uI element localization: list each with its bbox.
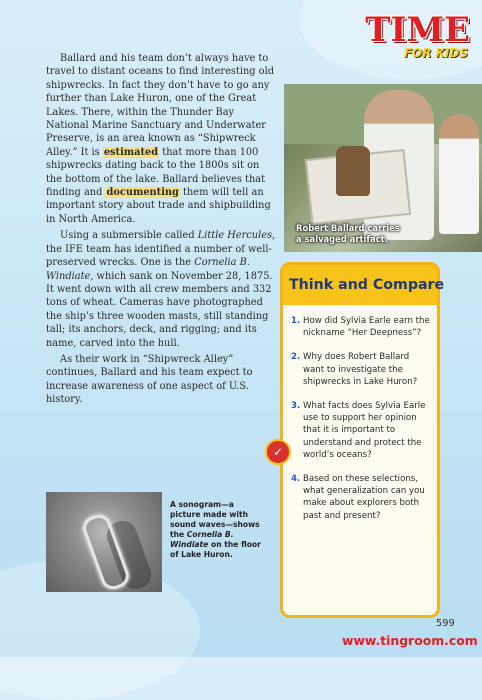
check-badge-icon: ✓: [265, 439, 291, 465]
vocab-highlight-documenting: documenting: [106, 187, 179, 199]
watermark-link[interactable]: www.tingroom.com: [342, 633, 478, 648]
ballard-photo: [284, 84, 482, 252]
question-list: [283, 305, 437, 522]
background-person: [439, 114, 479, 234]
paragraph-2: Using a submersible called Little Hercules, the IFE team has identified a number of well-preserved wrecks. One is the Cornelia B. Windiate, which sank on November 28, 1875. It went down with all crew members and 332 tons of wheat. Cameras have photographed the ship’s three wooden masts, still standing tall; its anchors, deck, and rigging; and its name, carved into the hull.: [46, 230, 276, 349]
question-item: 2. Why does Robert Ballard want to investigate the shipwrecks in Lake Huron?: [291, 352, 418, 387]
think-and-compare-title: Think and Compare: [289, 277, 445, 293]
question-item: 1. How did Sylvia Earle earn the nickname “Her Deepness”?: [291, 316, 430, 339]
sonogram-image: [46, 492, 162, 592]
photo-caption: Robert Ballard carries a salvaged artifact.: [296, 223, 400, 244]
think-and-compare-header: [283, 265, 445, 305]
logo-for-kids-text: FOR KIDS: [403, 46, 468, 60]
question-item: 4. Based on these selections, what generalization can you make about explorers both past and present?: [291, 474, 425, 521]
think-and-compare-box: [280, 262, 445, 618]
time-for-kids-logo: [356, 10, 476, 66]
question-item: 3. What facts does Sylvia Earle use to support her opinion that it is important to understand and protect the world’s oceans?: [291, 401, 426, 460]
paragraph-1: Ballard and his team don’t always have to travel to distant oceans to find interesting old shipwrecks. In fact they don’t have to go any further than Lake Huron, one of the Great Lakes. There, within the Thunder Bay National Marine Sanctuary and Underwater Preserve, is an area known as “Shipwreck Alley.” It is estimated that more than 100 shipwrecks dating back to the 1800s sit on the bottom of the lake. Ballard believes that finding and documenting them will tell an important story about trade and shipbuilding in North America.: [46, 53, 274, 225]
article-body: [46, 52, 278, 410]
logo-time-text: TIME: [365, 10, 470, 50]
sonogram-caption: A sonogram—a picture made with sound waves—shows the Cornelia B. Windiate on the floor of Lake Huron.: [170, 500, 261, 559]
page-number: 599: [436, 618, 455, 629]
vocab-highlight-estimated: estimated: [103, 146, 159, 158]
paragraph-3: As their work in “Shipwreck Alley” continues, Ballard and his team expect to increase awareness of one aspect of U.S. history.: [46, 353, 253, 406]
salvaged-artifact: [336, 146, 370, 196]
